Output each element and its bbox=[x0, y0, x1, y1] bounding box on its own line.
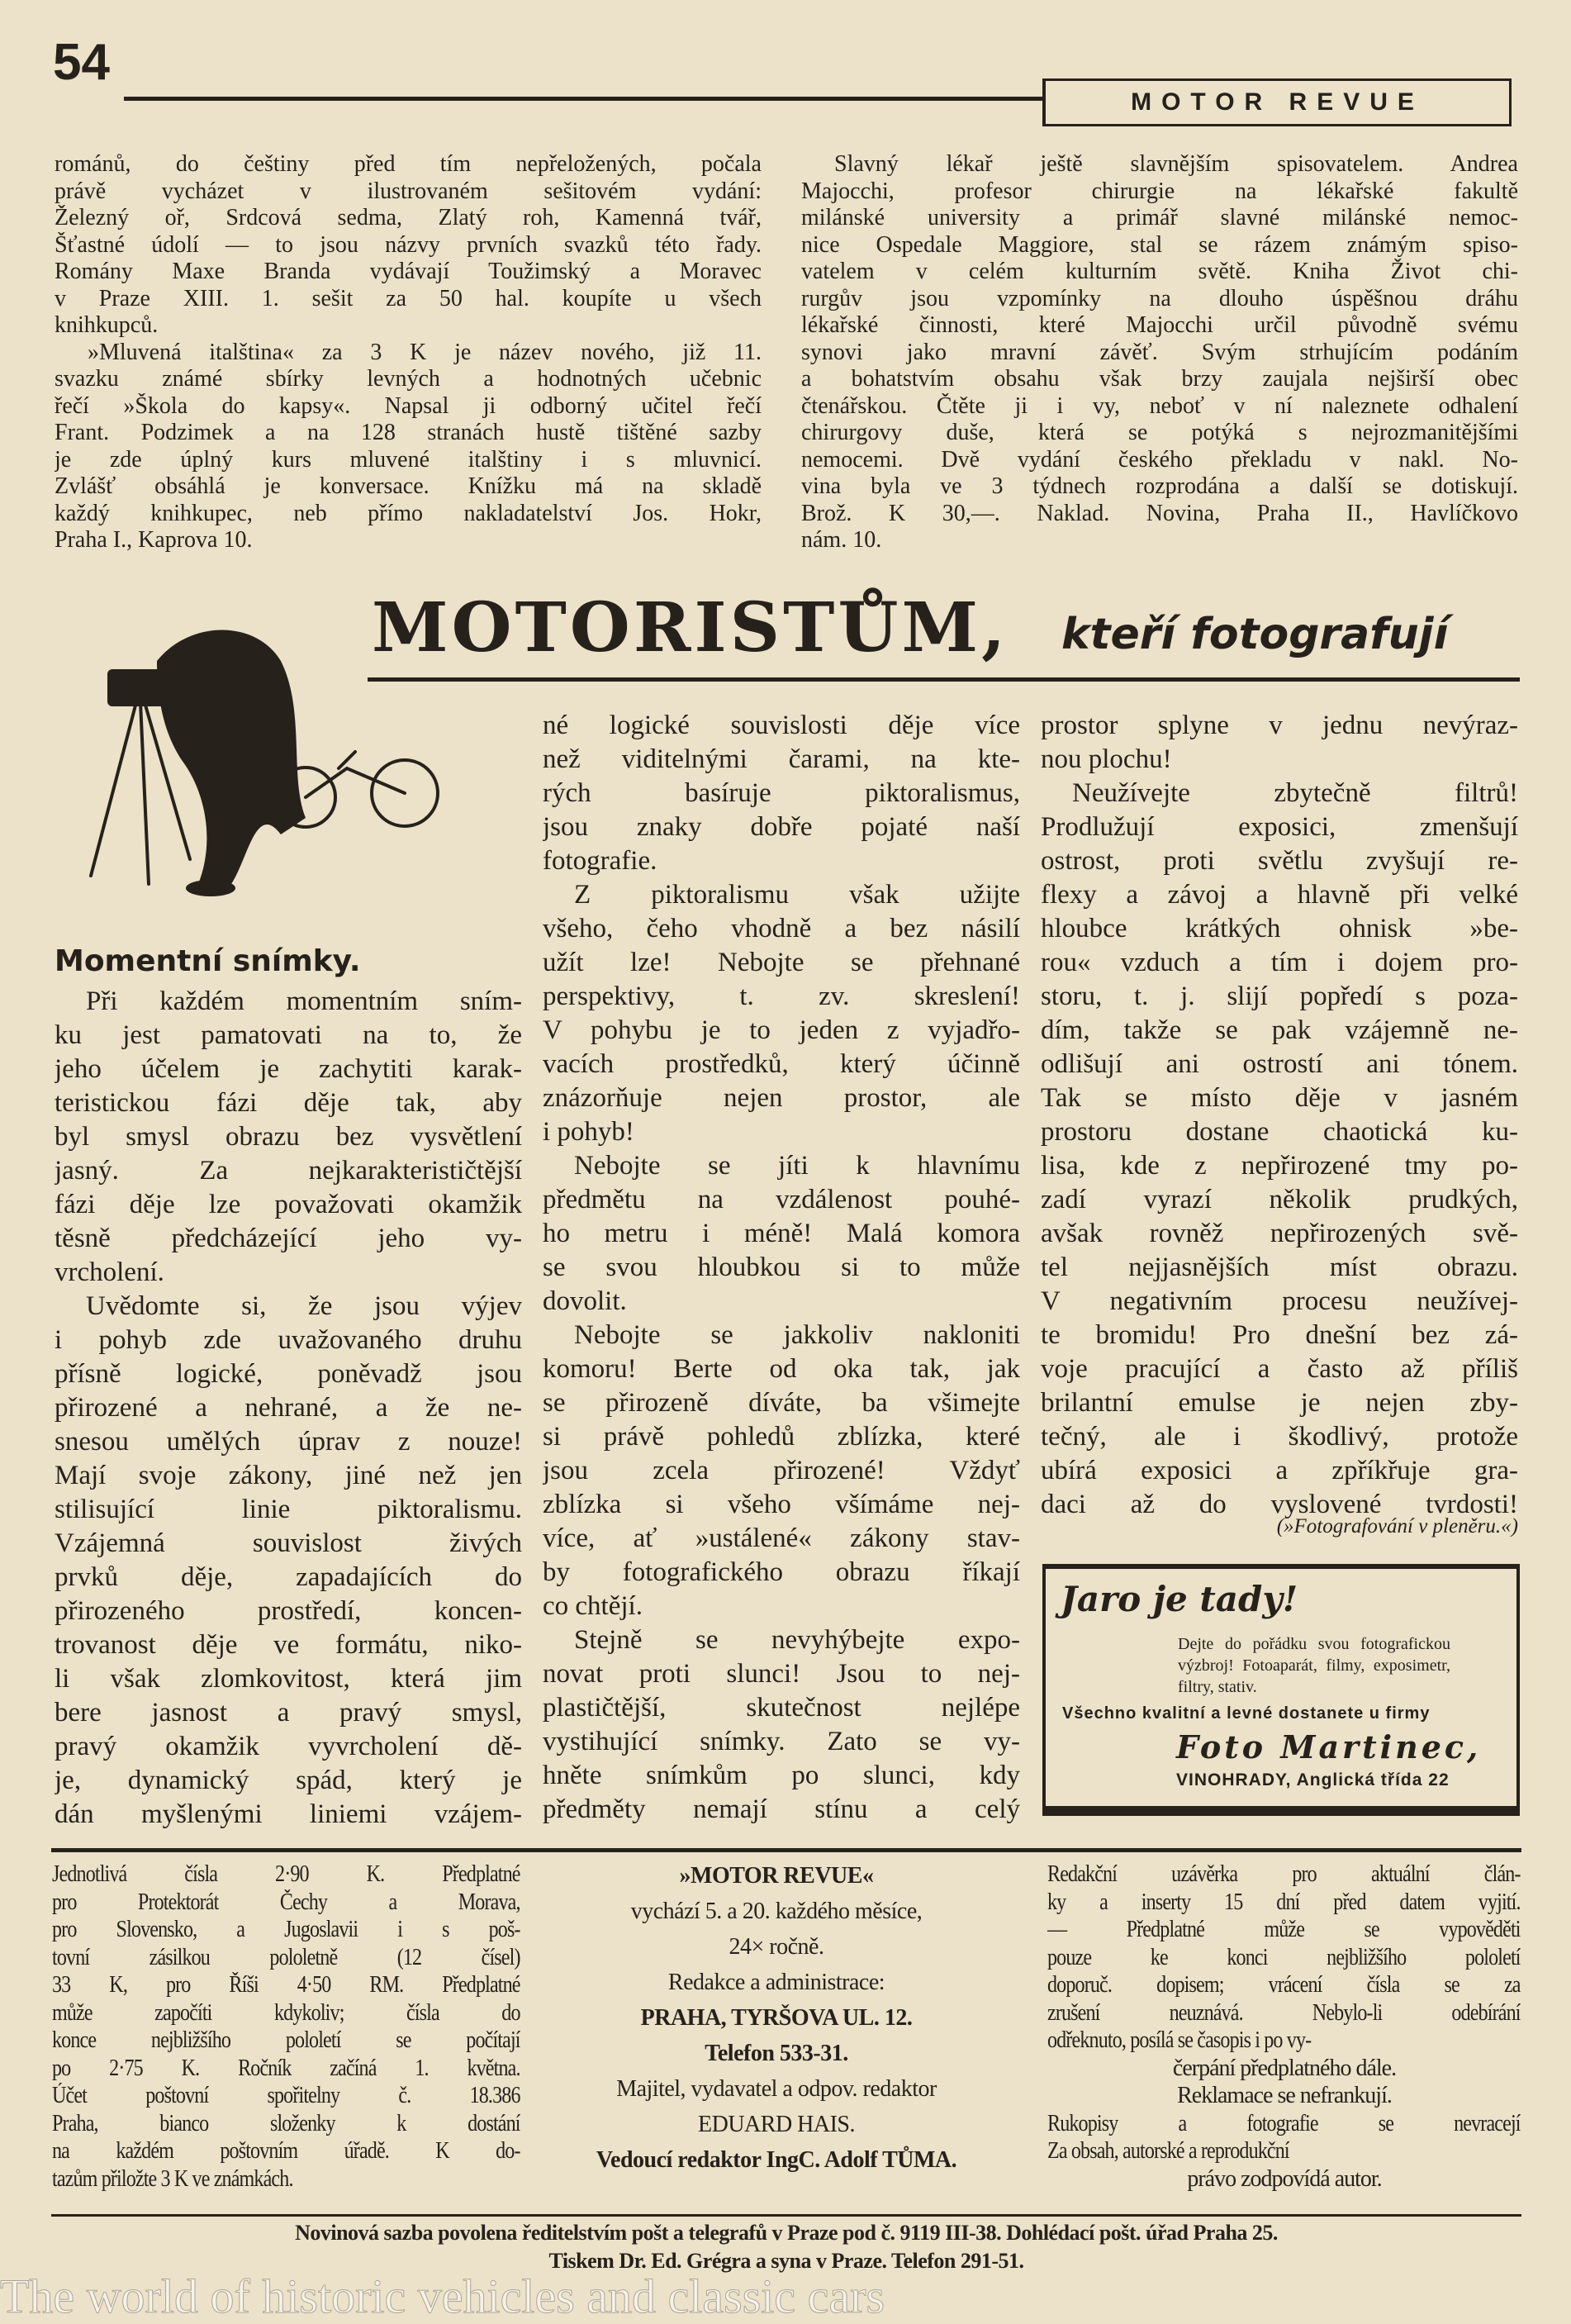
text-line: synovi jako mravní závěť. Svým strhujícím podáním bbox=[801, 339, 1518, 365]
text-line: čtenářskou. Čtěte ji i vy, neboť v ní naleznete odhalení bbox=[801, 392, 1518, 419]
magazine-name: MOTOR REVUE bbox=[1131, 88, 1424, 116]
text-line: více, ať »ustálené« zákony stav- bbox=[543, 1523, 1020, 1553]
text-line: vacích prostředků, který účinně bbox=[543, 1049, 1020, 1079]
text-line: avšak rovněž nepřirozených svě- bbox=[1041, 1219, 1518, 1248]
text-line: storu, t. j. slijí popředí s poza- bbox=[1041, 981, 1518, 1011]
text-line: V pohybu je to jeden z vyjadřo- bbox=[543, 1015, 1020, 1045]
editorial-text bbox=[1047, 2110, 1521, 2165]
text-line: milánské university a primář slavné milánské nemoc- bbox=[801, 205, 1518, 230]
text-line: prostoru dostane chaotická ku- bbox=[1041, 1117, 1518, 1147]
text-line: se přirozeně díváte, ba všimejte bbox=[543, 1388, 1020, 1418]
text-line: předmětu na vzdálenost pouhé- bbox=[543, 1185, 1020, 1214]
text-line: dím, takže se pak vzájemně ne- bbox=[1041, 1015, 1518, 1045]
text-line: tel nejjasnějších míst obrazu. bbox=[1041, 1252, 1518, 1282]
text-line: ky a inserty 15 dní před datem vyjití. bbox=[1047, 1889, 1521, 1915]
text-line: nou plochu! bbox=[1041, 744, 1172, 774]
text-line: doporuč. dopisem; vrácení čísla se za bbox=[1047, 1972, 1521, 1998]
text-line: přirozené a nehrané, a že ne- bbox=[55, 1393, 522, 1423]
text-line: je, dynamický spád, který je bbox=[55, 1766, 522, 1795]
ad-tagline: Všechno kvalitní a levné dostanete u firmy bbox=[1062, 1704, 1431, 1723]
text-line: pouze ke konci nejbližšího pololetí bbox=[1047, 1944, 1521, 1970]
text-line: perspektivy, t. zv. skreslení! bbox=[543, 981, 1020, 1011]
text-line: užít lze! Nebojte se přehnané bbox=[543, 948, 1020, 977]
text-line: Neužívejte zbytečně filtrů! bbox=[1072, 778, 1518, 808]
text-line: předměty nemají stínu a celý bbox=[543, 1794, 1020, 1824]
masthead-line: Redakce a administrace: bbox=[667, 1970, 885, 1995]
imprint bbox=[51, 2219, 1521, 2275]
text-line: je zde úplný kurs mluvené italštiny i s mluvnicí. bbox=[55, 446, 762, 473]
editorial-line: právo zodpovídá autor. bbox=[1187, 2165, 1382, 2192]
text-line: přirozeného prostředí, koncen- bbox=[55, 1596, 522, 1626]
text-line: Jednotlivá čísla 2·90 K. Předplatné bbox=[52, 1861, 520, 1887]
text-line: novat proti slunci! Jsou to nej- bbox=[543, 1659, 1020, 1689]
text-line: komoru! Berte od oka tak, jak bbox=[543, 1354, 1020, 1384]
article-column-3 bbox=[1041, 709, 1518, 1522]
masthead-line: 24× ročně. bbox=[729, 1934, 824, 1960]
footer-rule bbox=[51, 1848, 1521, 1852]
text-line: stilisující linie piktoralismu. bbox=[55, 1495, 522, 1524]
text-line: Praha I., Kaprova 10. bbox=[55, 527, 253, 553]
masthead-title: »MOTOR REVUE« bbox=[679, 1863, 874, 1889]
text-line: Majocchi, profesor chirurgie na lékařské fakultě bbox=[801, 178, 1518, 204]
ad-text: Dejte do pořádku svou fotografickou výzbroj! Fotoaparát, filmy, exposimetr, filtry, stativ. bbox=[1178, 1635, 1450, 1696]
text-line: Nebojte se jakkoliv nakloniti bbox=[574, 1320, 1020, 1350]
text-line: vatelem v celém kulturním světě. Kniha Život chi- bbox=[801, 259, 1518, 284]
text-line: Šťastné údolí — to jsou názvy prvních svazků této řady. bbox=[55, 231, 762, 258]
text-line: všeho, čeho vhodně a bez násilí bbox=[543, 914, 1020, 943]
text-line: flexy a závoj a hlavně při velké bbox=[1041, 880, 1518, 910]
text-line: snesou umělých úprav z nouze! bbox=[55, 1427, 522, 1457]
text-line: 33 K, pro Říši 4·50 RM. Předplatné bbox=[52, 1972, 520, 1998]
masthead-line: vychází 5. a 20. každého měsíce, bbox=[630, 1899, 923, 1924]
text-line: každý knihkupec, neb přímo nakladatelství Jos. Hokr, bbox=[55, 500, 762, 526]
text-line: rurgův jsou vzpomínky na dlouho úspěšnou dráhu bbox=[801, 285, 1518, 311]
footer-subscription-info bbox=[52, 1861, 521, 2193]
text-line: pravý okamžik vyvrcholení dě- bbox=[55, 1732, 522, 1761]
text-line: přísně logické, poněvadž jsou bbox=[55, 1359, 522, 1389]
text-line: těsně předcházející jeho vy- bbox=[55, 1224, 522, 1253]
text-line: jeho účelem je zachytiti karak- bbox=[55, 1054, 522, 1084]
text-line: zrušení neuznává. Nebylo-li odebírání bbox=[1047, 1999, 1521, 2026]
footer-masthead bbox=[529, 1863, 1024, 2183]
text-line: si právě pohledů zblízka, které bbox=[543, 1422, 1020, 1452]
text-line: vina byla ve 3 týdnech rozprodána a další se dotiskují. bbox=[801, 473, 1518, 499]
text-line: Železný oř, Srdcová sedma, Zlatý roh, Kamenná tvář, bbox=[55, 205, 762, 230]
text-line: a bohatstvím obsahu však brzy zaujala nejširší obec bbox=[801, 366, 1518, 392]
text-line: co chtějí. bbox=[543, 1591, 643, 1621]
masthead-editor: EDUARD HAIS. bbox=[698, 2112, 855, 2137]
editorial-line: Reklamace se nefrankují. bbox=[1177, 2083, 1392, 2108]
article-subtitle: kteří fotografují bbox=[1061, 610, 1449, 659]
text-line: Romány Maxe Branda vydávají Toužimský a Moravec bbox=[55, 259, 762, 284]
footer-editorial-info bbox=[1047, 1861, 1521, 2193]
text-line: vrcholení. bbox=[55, 1257, 164, 1287]
text-line: Při každém momentním sním- bbox=[86, 986, 522, 1016]
text-line: zblízka si všeho všímáme nej- bbox=[543, 1490, 1020, 1519]
masthead-phone: Telefon 533-31. bbox=[705, 2041, 848, 2066]
text-line: právě vycházet v ilustrovaném sešitovém vydání: bbox=[55, 178, 762, 204]
text-line: knihkupců. bbox=[55, 312, 159, 338]
text-line: Brož. K 30,—. Naklad. Novina, Praha II., Havlíčkovo bbox=[801, 500, 1518, 526]
text-line: zadí vyrazí několik prudkých, bbox=[1041, 1185, 1518, 1214]
imprint-rule bbox=[51, 2214, 1521, 2217]
text-line: jasný. Za nejkarakterističtější bbox=[55, 1156, 522, 1186]
text-line: nám. 10. bbox=[801, 527, 882, 553]
imprint-line: Novinová sazba povolena ředitelstvím pošt a telegrafů v Praze pod č. 9119 III-38. Dohlédací pošt. úřad Praha 25. bbox=[295, 2221, 1278, 2245]
text-line: plastičtější, skutečnost nejlépe bbox=[543, 1693, 1020, 1723]
text-line: voje pracující a často až příliš bbox=[1041, 1354, 1518, 1384]
article-column-1 bbox=[55, 985, 522, 1832]
text-line: tovní zásilkou pololetně (12 čísel) bbox=[52, 1944, 520, 1970]
ad-firm-name: Foto Martinec, bbox=[1176, 1728, 1482, 1766]
header-rule bbox=[124, 97, 1042, 101]
text-line: se svou hloubkou si to může bbox=[543, 1252, 1020, 1282]
text-line: na každém poštovním úřadě. K do- bbox=[52, 2138, 520, 2164]
news-column-left bbox=[55, 151, 762, 554]
masthead-line: Majitel, vydavatel a odpov. redaktor bbox=[616, 2076, 937, 2102]
text-line: hněte snímkům po slunci, kdy bbox=[543, 1761, 1020, 1790]
text-line: Stejně se nevyhýbejte expo- bbox=[574, 1625, 1020, 1655]
text-line: Slavný lékař ještě slavnějším spisovatelem. Andrea bbox=[834, 151, 1518, 177]
text-line: odřeknuto, posílá se časopis i po vy- bbox=[1047, 2027, 1312, 2053]
text-line: li však zlomkovitost, která jim bbox=[55, 1664, 522, 1694]
text-line: vystihující snímky. Zato se vy- bbox=[543, 1727, 1020, 1756]
text-line: Vzájemná souvislost živých bbox=[55, 1528, 522, 1558]
text-line: odlišují ani ostrostí ani tónem. bbox=[1041, 1049, 1518, 1079]
text-line: Mají svoje zákony, jiné než jen bbox=[55, 1461, 522, 1490]
ad-address: VINOHRADY, Anglická třída 22 bbox=[1176, 1770, 1450, 1789]
editorial-text bbox=[1047, 1861, 1521, 2055]
text-line: byl smysl obrazu bez vysvětlení bbox=[55, 1122, 522, 1152]
text-line: po 2·75 K. Ročník začíná 1. května. bbox=[52, 2055, 520, 2081]
masthead-address: PRAHA, TYRŠOVA UL. 12. bbox=[640, 2005, 913, 2031]
text-line: i pohyb! bbox=[543, 1117, 634, 1147]
text-line: V negativním procesu neužívej- bbox=[1041, 1286, 1518, 1316]
text-line: Frant. Podzimek a na 128 stranách hustě tištěné sazby bbox=[55, 420, 762, 445]
text-line: — Předplatné může se vypověděti bbox=[1047, 1917, 1521, 1942]
text-line: Nebojte se jíti k hlavnímu bbox=[574, 1151, 1020, 1181]
text-line: trovanost děje ve formátu, niko- bbox=[55, 1630, 522, 1660]
text-line: jsou znaky dobře pojaté naší bbox=[543, 812, 1020, 842]
text-line: Rukopisy a fotografie se nevracejí bbox=[1047, 2110, 1521, 2136]
text-line: i pohyb zde uvažovaného druhu bbox=[55, 1325, 522, 1355]
text-line: než viditelnými čarami, na kte- bbox=[543, 744, 1020, 774]
text-line: prostor splyne v jednu nevýraz- bbox=[1041, 711, 1518, 740]
page-number: 54 bbox=[53, 34, 110, 91]
ad-title: Jaro je tady! bbox=[1061, 1579, 1298, 1619]
text-line: řečí »Škola do kapsy«. Napsal ji odborný učitel řečí bbox=[55, 392, 762, 419]
text-line: pro Slovensko, a Jugoslavii i s poš- bbox=[52, 1917, 520, 1942]
text-line: pro Protektorát Čechy a Morava, bbox=[52, 1889, 520, 1915]
news-column-right bbox=[801, 151, 1518, 554]
text-line: může započíti kdykoliv; čísla do bbox=[52, 1999, 520, 2026]
text-line: daci až do vyslovené tvrdosti! bbox=[1041, 1490, 1518, 1519]
text-line: znázorňuje nejen prostor, ale bbox=[543, 1083, 1020, 1113]
article-source: (»Fotografování v pleněru.«) bbox=[1276, 1515, 1518, 1537]
text-line: Účet poštovní spořitelny č. 18.386 bbox=[52, 2083, 520, 2108]
text-line: Prodlužují exposici, zmenšují bbox=[1041, 812, 1518, 842]
text-line: jsou zcela přirozené! Vždyť bbox=[543, 1456, 1020, 1485]
text-line: chirurgovy duše, která se potýká s nejrozmanitějšími bbox=[801, 420, 1518, 445]
text-line: lékařské činnosti, které Majocchi určil původně svému bbox=[801, 312, 1518, 338]
section-heading: Momentní snímky. bbox=[55, 944, 361, 978]
text-line: prvků děje, zapadajících do bbox=[55, 1562, 522, 1592]
text-line: hloubce krátkých ohnisk »be- bbox=[1041, 914, 1518, 943]
text-line: Redakční uzávěrka pro aktuální člán- bbox=[1047, 1861, 1521, 1887]
text-line: fotografie. bbox=[543, 846, 657, 876]
text-line: svazku známé sbírky levných a hodnotných učebnic bbox=[55, 366, 762, 392]
text-line: Tak se místo děje v jasném bbox=[1041, 1083, 1518, 1113]
text-line: bere jasnost a pravý smysl, bbox=[55, 1698, 522, 1728]
text-line: »Mluvená italština« za 3 K je název nového, již 11. bbox=[88, 339, 762, 365]
editorial-line: čerpání předplatného dále. bbox=[1172, 2055, 1397, 2081]
watermark: The world of historic vehicles and classic cars bbox=[0, 2269, 885, 2323]
text-line: dovolit. bbox=[543, 1286, 627, 1316]
masthead-chief-editor: Vedoucí redaktor IngC. Adolf TŮMA. bbox=[596, 2147, 957, 2173]
text-line: dán myšlenými liniemi vzájem- bbox=[55, 1799, 522, 1829]
text-line: ubírá exposici a zpříkřuje gra- bbox=[1041, 1456, 1518, 1485]
magazine-header-box bbox=[1042, 78, 1512, 126]
text-line: Zvlášť obsáhlá je konversace. Knížku má na skladě bbox=[55, 473, 762, 499]
text-line: v Praze XIII. 1. sešit za 50 hal. koupíte u všech bbox=[55, 285, 762, 311]
text-line: románů, do češtiny před tím nepřeložených, počala bbox=[55, 151, 762, 177]
text-line: rých basíruje piktoralismus, bbox=[543, 778, 1020, 808]
text-line: nemocemi. Dvě vydání českého překladu v nakl. No- bbox=[801, 446, 1518, 473]
advertisement-box bbox=[1042, 1564, 1520, 1816]
text-line: nice Ospedale Maggiore, stal se rázem známým spiso- bbox=[801, 231, 1518, 258]
text-line: konce nejbližšího pololetí se počítají bbox=[52, 2027, 520, 2053]
text-line: fázi děje lze považovati okamžik bbox=[55, 1190, 522, 1219]
text-line: ho metru i méně! Malá komora bbox=[543, 1219, 1020, 1248]
text-line: by fotografického obrazu říkají bbox=[543, 1557, 1020, 1587]
text-line: Uvědomte si, že jsou výjev bbox=[86, 1291, 522, 1321]
text-line: ostrost, proti světlu zvyšují re- bbox=[1041, 846, 1518, 876]
title-rule bbox=[368, 677, 1520, 682]
text-line: Praha, bianco složenky k dostání bbox=[52, 2110, 520, 2136]
text-line: Z piktoralismu však užijte bbox=[574, 880, 1020, 910]
text-line: Za obsah, autorské a reprodukční bbox=[1047, 2138, 1289, 2164]
imprint-line: Tiskem Dr. Ed. Grégra a syna v Praze. Telefon 291-51. bbox=[548, 2249, 1024, 2273]
text-line: lisa, kde z nepřirozené tmy po- bbox=[1041, 1151, 1518, 1181]
article-column-2 bbox=[543, 709, 1020, 1827]
text-line: tazům přiložte 3 K ve známkách. bbox=[52, 2165, 293, 2192]
text-line: teristickou fázi děje tak, aby bbox=[55, 1088, 522, 1118]
article-title: MOTORISTŮM, bbox=[372, 588, 1009, 668]
text-line: tečný, ale i škodlivý, protože bbox=[1041, 1422, 1518, 1452]
text-line: te bromidu! Pro dnešní bez zá- bbox=[1041, 1320, 1518, 1350]
text-line: rou« vzduch a tím i dojem pro- bbox=[1041, 948, 1518, 977]
text-line: brilantní emulse je nejen zby- bbox=[1041, 1388, 1518, 1418]
text-line: né logické souvislosti děje více bbox=[543, 711, 1020, 740]
text-line: ku jest pamatovati na to, že bbox=[55, 1020, 522, 1050]
